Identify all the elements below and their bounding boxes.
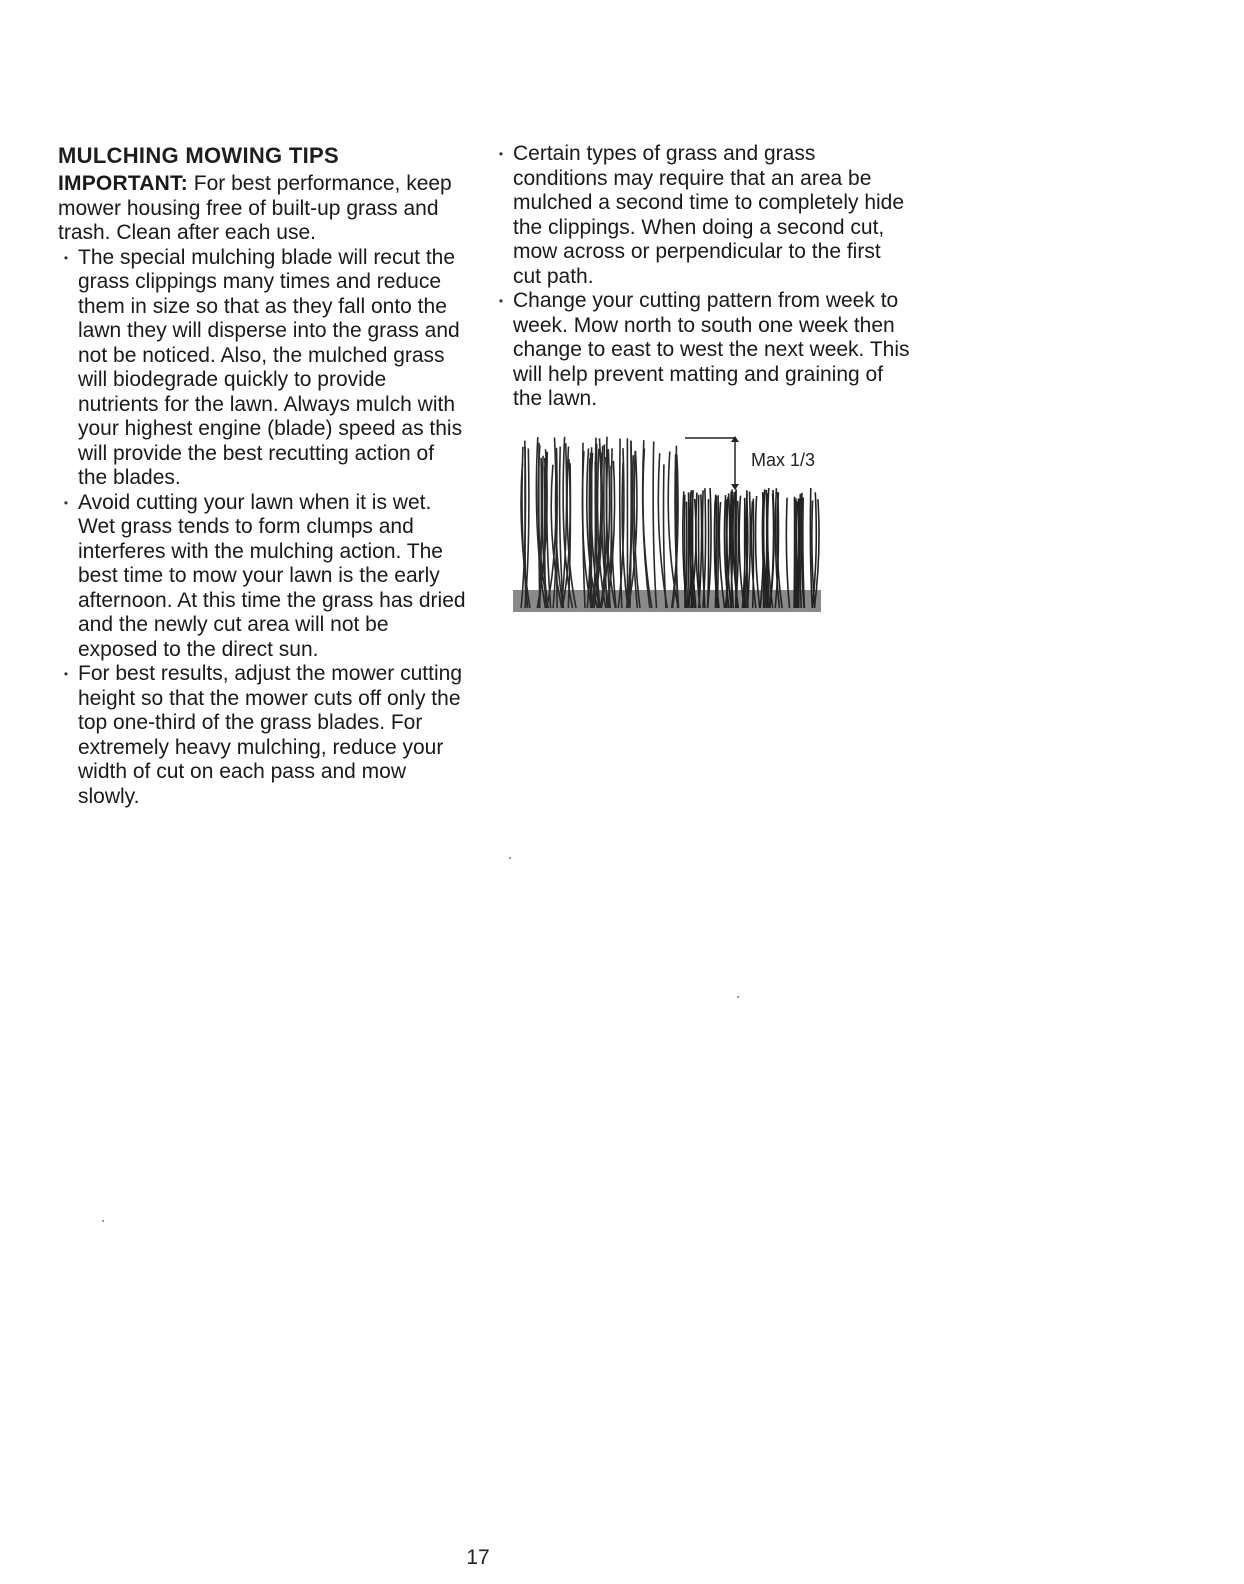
list-item: [493, 142, 913, 289]
grass-blade: [688, 492, 689, 608]
grass-blade: [803, 497, 805, 608]
grass-blade: [591, 447, 592, 608]
right-tips-list: [493, 142, 913, 412]
left-tips-list: [58, 246, 468, 810]
arrow-up-icon: [731, 436, 739, 442]
figure-label: Max 1/3: [751, 450, 816, 470]
list-item: [58, 246, 468, 491]
grass-blade: [653, 441, 656, 608]
page-number: 17: [466, 1546, 490, 1569]
bullet-icon: •: [63, 495, 69, 510]
grass-blade: [797, 501, 798, 608]
grass-blade: [708, 499, 709, 608]
right-column: [493, 142, 913, 412]
scan-speck: [102, 1220, 104, 1222]
arrow-down-icon: [731, 484, 739, 490]
bullet-icon: •: [63, 250, 69, 265]
tip-text: Change your cutting pattern from week to week. Mow north to south one week then change to east to west the next week. This will help prevent matting and graining of the lawn.: [513, 289, 910, 410]
grass-figure: [513, 430, 825, 625]
tall-grass-blades: [521, 437, 679, 608]
tip-text: Avoid cutting your lawn when it is wet. Wet grass tends to form clumps and interferes with the mulching action. The best time to mow your lawn is the early afternoon. At this time the grass has dried and the newly cut area will not be exposed to the direct sun.: [78, 490, 466, 661]
grass-blade: [525, 447, 526, 608]
list-item: [493, 289, 913, 412]
tip-text: Certain types of grass and grass conditions may require that an area be mulched a second time to completely hide the clippings. When doing a second cut, mow across or perpendicular to the first cut path.: [513, 142, 905, 288]
important-text: For best performance, keep mower housing free of built-up grass and trash. Clean after each use.: [58, 172, 452, 244]
scan-speck: [509, 857, 511, 859]
bullet-icon: •: [498, 294, 504, 308]
grass-blade: [686, 502, 687, 608]
left-column: [58, 142, 468, 809]
grass-blade: [753, 499, 754, 608]
scan-speck: [737, 996, 739, 998]
grass-blade: [547, 452, 551, 608]
bullet-icon: •: [498, 147, 504, 161]
tip-text: For best results, adjust the mower cutting height so that the mower cuts off only the top one-third of the grass blades. For extremely heavy mulching, reduce your width of cut on each pass and mow slowly.: [78, 662, 462, 808]
list-item: [58, 662, 468, 809]
bullet-icon: •: [63, 667, 69, 681]
important-label: IMPORTANT:: [58, 172, 188, 195]
section-title: MULCHING MOWING TIPS: [58, 143, 339, 168]
grass-blade: [658, 453, 667, 608]
list-item: [58, 491, 468, 663]
important-note: [58, 172, 468, 246]
tip-text: The special mulching blade will recut the grass clippings many times and reduce them in size so that as they fall onto the lawn they will disperse into the grass and not be noticed. Also, the mulched grass will biodegrade quickly to provide nutrients for the lawn. Always mulch with your highest engine (blade) speed as this will provide the best recutting action of the blades.: [78, 245, 463, 489]
